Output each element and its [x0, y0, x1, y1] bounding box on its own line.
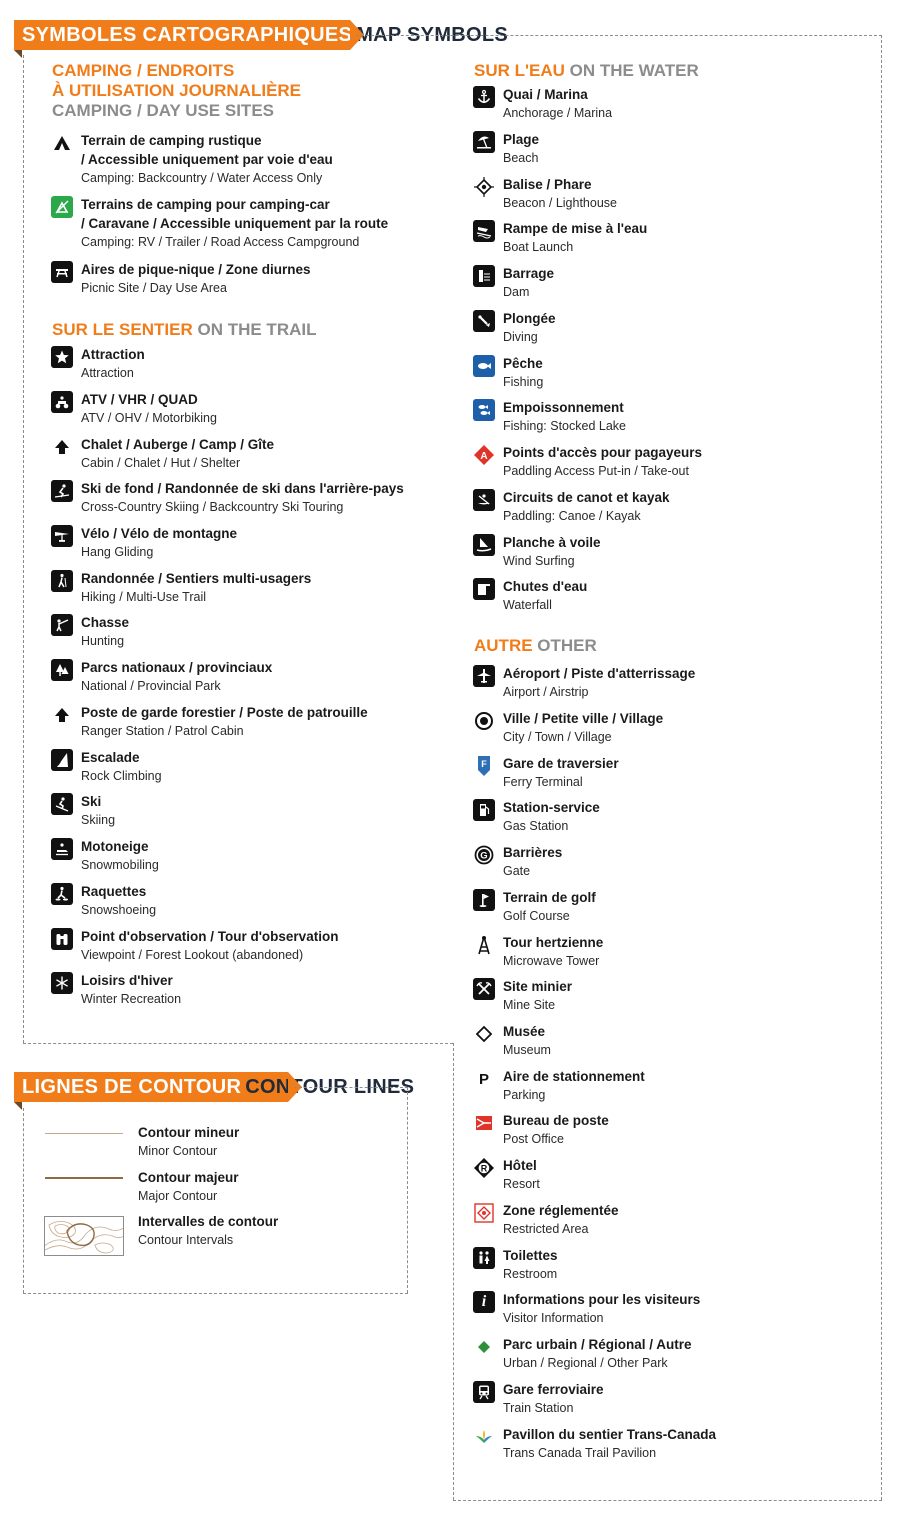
item-label-en: Camping: Backcountry / Water Access Only [81, 171, 323, 185]
other-heading-en: OTHER [537, 636, 597, 655]
legend-item-paddling-access [473, 443, 702, 481]
rv-camping-icon [51, 196, 73, 218]
item-label-en: National / Provincial Park [81, 679, 221, 693]
legend-item-rock-climbing [51, 748, 162, 786]
item-label-en: Boat Launch [503, 240, 574, 254]
mine-pickaxe-icon [473, 978, 495, 1000]
item-label-en: Paddling: Canoe / Kayak [503, 509, 641, 523]
airplane-icon [473, 665, 495, 687]
item-label-en: Fishing [503, 375, 544, 389]
resort-icon [473, 1157, 495, 1179]
item-label-fr: Parcs nationaux / provinciaux [81, 660, 273, 675]
binoculars-icon [51, 928, 73, 950]
legend-item-ranger-station [51, 703, 368, 741]
item-label-fr: Parc urbain / Régional / Autre [503, 1337, 692, 1352]
golf-flag-icon [473, 889, 495, 911]
map-symbols-banner [14, 20, 509, 50]
resort-glyph: R [480, 1163, 488, 1174]
restroom-icon [473, 1247, 495, 1269]
item-label-en: Paddling Access Put-in / Take-out [503, 464, 689, 478]
item-label-fr-2: / Caravane / Accessible uniquement par la route [81, 216, 389, 231]
minor-contour-line [45, 1133, 123, 1134]
diving-icon [473, 310, 495, 332]
contour-lines-banner [14, 1072, 415, 1102]
major-contour-line [45, 1177, 123, 1179]
legend-item-microwave-tower [473, 933, 603, 971]
item-label-en: Restricted Area [503, 1222, 589, 1236]
legend-item-cross-country-ski [51, 479, 404, 517]
restricted-area-icon [473, 1202, 495, 1224]
item-label-fr: Terrain de camping rustique [81, 133, 262, 148]
camping-heading-fr-2: À UTILISATION JOURNALIÈRE [52, 81, 302, 100]
star-icon [51, 346, 73, 368]
stocked-fish-icon [473, 399, 495, 421]
legend-item-picnic-site [51, 260, 311, 298]
train-icon [473, 1381, 495, 1403]
atv-icon [51, 391, 73, 413]
item-label-en: Snowmobiling [81, 858, 159, 872]
item-label-fr: Escalade [81, 750, 140, 765]
item-label-en: Airport / Airstrip [503, 685, 589, 699]
item-label-fr: Rampe de mise à l'eau [503, 221, 648, 236]
dam-icon [473, 265, 495, 287]
legend-item-winter-recreation [51, 971, 181, 1009]
item-label-en: Fishing: Stocked Lake [503, 419, 626, 433]
item-label-fr: Contour majeur [138, 1170, 239, 1185]
legend-item-national-park [51, 658, 272, 696]
parking-glyph: P [478, 1070, 489, 1088]
item-label-fr: Ville / Petite ville / Village [503, 711, 664, 726]
museum-diamond-icon [473, 1023, 495, 1045]
item-label-fr: Informations pour les visiteurs [503, 1292, 701, 1307]
gate-icon [473, 844, 495, 866]
item-label-en: Contour Intervals [138, 1233, 234, 1247]
legend-item-hang-gliding [51, 524, 237, 562]
item-label-fr: Bureau de poste [503, 1113, 609, 1128]
legend-item-marina [473, 85, 612, 123]
ferry-icon [473, 755, 495, 777]
item-label-en: Anchorage / Marina [503, 106, 613, 120]
item-label-fr: Vélo / Vélo de montagne [81, 526, 238, 541]
item-label-en: Cross-Country Skiing / Backcountry Ski Touring [81, 500, 344, 514]
cross-country-ski-icon [51, 480, 73, 502]
item-label-en: Diving [503, 330, 538, 344]
snowflake-icon [51, 972, 73, 994]
item-label-fr: Plongée [503, 311, 556, 326]
map-symbols-frame-right [881, 35, 882, 1500]
item-label-fr: Zone réglementée [503, 1203, 619, 1218]
legend-item-stocked-lake [473, 398, 626, 436]
post-office-icon [473, 1112, 495, 1134]
city-dot-icon [473, 710, 495, 732]
waterfall-icon [473, 578, 495, 600]
legend-item-snowmobiling [51, 837, 159, 875]
hiker-icon [51, 570, 73, 592]
gas-pump-icon [473, 799, 495, 821]
legend-item-fishing [473, 354, 543, 392]
legend-item-tct-pavilion [473, 1425, 716, 1463]
item-label-fr: Planche à voile [503, 535, 601, 550]
legend-item-cabin [51, 435, 274, 473]
item-label-fr: Randonnée / Sentiers multi-usagers [81, 571, 312, 586]
map-symbols-frame-mid-bottom [23, 1043, 453, 1044]
item-label-en: Waterfall [503, 598, 552, 612]
contour-intervals-swatch [44, 1216, 124, 1256]
item-label-fr: Gare de traversier [503, 756, 619, 771]
tent-icon [51, 132, 73, 154]
camping-heading-fr-1: CAMPING / ENDROITS [52, 61, 235, 80]
item-label-fr: Hôtel [503, 1158, 537, 1173]
water-heading-en: ON THE WATER [569, 61, 699, 80]
windsurf-icon [473, 534, 495, 556]
map-symbols-frame-inner-left [453, 1043, 454, 1500]
item-label-fr: Balise / Phare [503, 177, 592, 192]
item-label-en: Museum [503, 1043, 551, 1057]
item-label-en: Minor Contour [138, 1144, 218, 1158]
item-label-fr: Circuits de canot et kayak [503, 490, 670, 505]
item-label-en: Parking [503, 1088, 546, 1102]
banner-title-en: CONTOUR LINES [245, 1075, 415, 1098]
other-heading-fr: AUTRE [474, 636, 533, 655]
item-label-fr: ATV / VHR / QUAD [81, 392, 198, 407]
item-label-en: Skiing [81, 813, 116, 827]
climbing-icon [51, 749, 73, 771]
picnic-table-icon [51, 261, 73, 283]
legend-item-ferry [473, 754, 619, 792]
legend-item-minor-contour [138, 1123, 239, 1161]
item-label-en: Rock Climbing [81, 769, 162, 783]
legend-item-hiking [51, 569, 311, 607]
item-label-en: Visitor Information [503, 1311, 604, 1325]
legend-item-gas-station [473, 798, 600, 836]
legend-item-post-office [473, 1111, 609, 1149]
hang-glider-icon [51, 525, 73, 547]
item-label-en: Hunting [81, 634, 125, 648]
item-label-fr: Chasse [81, 615, 130, 630]
snowshoe-icon [51, 883, 73, 905]
item-label-en: Post Office [503, 1132, 564, 1146]
banner-title-en: MAP SYMBOLS [356, 23, 509, 46]
canoe-icon [473, 489, 495, 511]
item-label-en: Ranger Station / Patrol Cabin [81, 724, 244, 738]
legend-item-visitor-info [473, 1290, 700, 1328]
legend-item-airport [473, 664, 695, 702]
legend-item-boat-launch [473, 219, 647, 257]
legend-item-city [473, 709, 663, 747]
legend-item-golf [473, 888, 596, 926]
contour-frame-top [294, 1087, 408, 1088]
item-label-fr: Aéroport / Piste d'atterrissage [503, 666, 696, 681]
item-label-fr: Plage [503, 132, 540, 147]
item-label-fr: Ski de fond / Randonnée de ski dans l'arrière-pays [81, 481, 404, 496]
park-tree-icon [51, 659, 73, 681]
item-label-en: ATV / OHV / Motorbiking [81, 411, 217, 425]
item-label-fr: Aire de stationnement [503, 1069, 645, 1084]
item-label-fr: Terrains de camping pour camping-car [81, 197, 330, 212]
item-label-en: Golf Course [503, 909, 570, 923]
trail-heading-fr: SUR LE SENTIER [52, 320, 193, 339]
legend-item-dam [473, 264, 554, 302]
legend-item-rv-camping [51, 195, 388, 252]
green-diamond-icon [473, 1336, 495, 1358]
item-label-en: Dam [503, 285, 530, 299]
item-label-fr: Tour hertzienne [503, 935, 604, 950]
other-heading [474, 636, 597, 656]
legend-item-train-station [473, 1380, 604, 1418]
item-label-en: Attraction [81, 366, 134, 380]
legend-item-restricted-area [473, 1201, 619, 1239]
item-label-fr: Point d'observation / Tour d'observation [81, 929, 339, 944]
item-label-fr: Attraction [81, 347, 145, 362]
item-label-fr: Musée [503, 1024, 546, 1039]
map-symbols-frame-left [23, 55, 24, 1043]
item-label-fr: Quai / Marina [503, 87, 588, 102]
info-glyph: i [481, 1293, 487, 1310]
item-label-fr: Chalet / Auberge / Camp / Gîte [81, 437, 275, 452]
item-label-fr: Aires de pique-nique / Zone diurnes [81, 262, 311, 277]
item-label-en: Viewpoint / Forest Lookout (abandoned) [81, 948, 304, 962]
item-label-en: Urban / Regional / Other Park [503, 1356, 668, 1370]
legend-item-viewpoint [51, 927, 338, 965]
item-label-en: Restroom [503, 1267, 558, 1281]
item-label-fr: Site minier [503, 979, 573, 994]
info-icon [473, 1291, 495, 1313]
contour-frame-bottom [23, 1293, 408, 1294]
camping-heading-en: CAMPING / DAY USE SITES [52, 101, 274, 120]
item-label-fr: Intervalles de contour [138, 1214, 279, 1229]
item-label-en: Beach [503, 151, 539, 165]
item-label-fr: Empoissonnement [503, 400, 624, 415]
snowmobile-icon [51, 838, 73, 860]
item-label-fr: Points d'accès pour pagayeurs [503, 445, 703, 460]
item-label-fr: Terrain de golf [503, 890, 596, 905]
paddle-access-icon [473, 444, 495, 466]
item-label-fr: Pavillon du sentier Trans-Canada [503, 1427, 717, 1442]
item-label-en: Trans Canada Trail Pavilion [503, 1446, 657, 1460]
item-label-en: Resort [503, 1177, 540, 1191]
item-label-fr: Barrage [503, 266, 555, 281]
boat-launch-icon [473, 220, 495, 242]
beach-umbrella-icon [473, 131, 495, 153]
legend-item-parking [473, 1067, 645, 1105]
hunting-icon [51, 614, 73, 636]
legend-item-urban-park [473, 1335, 692, 1373]
beacon-icon [473, 176, 495, 198]
legend-item-skiing [51, 792, 115, 830]
legend-item-snowshoeing [51, 882, 156, 920]
item-label-en: Train Station [503, 1401, 574, 1415]
banner-title-fr: LIGNES DE CONTOUR [22, 1075, 242, 1098]
gate-glyph: G [480, 850, 488, 862]
trail-heading-en: ON THE TRAIL [197, 320, 317, 339]
item-label-fr: Ski [81, 794, 102, 809]
camping-heading [52, 61, 301, 121]
item-label-en: Snowshoeing [81, 903, 157, 917]
legend-item-major-contour [138, 1168, 239, 1206]
item-label-en: Ferry Terminal [503, 775, 583, 789]
legend-item-wind-surfing [473, 533, 601, 571]
item-label-en: Wind Surfing [503, 554, 575, 568]
item-label-fr: Chutes d'eau [503, 579, 588, 594]
item-label-fr: Gare ferroviaire [503, 1382, 604, 1397]
item-label-fr: Poste de garde forestier / Poste de patrouille [81, 705, 368, 720]
svg-text:F: F [481, 759, 487, 769]
item-label-en: Picnic Site / Day Use Area [81, 281, 227, 295]
parking-icon [473, 1068, 495, 1090]
item-label-fr-2: / Accessible uniquement par voie d'eau [81, 152, 333, 167]
item-label-en: Beacon / Lighthouse [503, 196, 617, 210]
item-label-fr: Station-service [503, 800, 600, 815]
legend-item-museum [473, 1022, 551, 1060]
legend-item-diving [473, 309, 556, 347]
legend-item-restroom [473, 1246, 558, 1284]
legend-item-atv [51, 390, 217, 428]
tct-pavilion-icon [473, 1426, 495, 1448]
anchor-icon [473, 86, 495, 108]
map-symbols-frame-bottom [453, 1500, 882, 1501]
legend-item-resort [473, 1156, 540, 1194]
legend-item-hunting [51, 613, 129, 651]
water-heading [474, 61, 699, 81]
legend-item-attraction [51, 345, 145, 383]
contour-frame-right [407, 1087, 408, 1293]
item-label-fr: Toilettes [503, 1248, 558, 1263]
fish-icon [473, 355, 495, 377]
legend-item-beach [473, 130, 539, 168]
tower-icon [473, 934, 495, 956]
legend-item-backcountry-camping [51, 131, 333, 188]
svg-text:A: A [480, 451, 488, 462]
item-label-fr: Pêche [503, 356, 543, 371]
ranger-station-icon [51, 704, 73, 726]
item-label-fr: Barrières [503, 845, 563, 860]
item-label-en: Gas Station [503, 819, 569, 833]
item-label-en: Camping: RV / Trailer / Road Access Campground [81, 235, 360, 249]
legend-item-gate [473, 843, 562, 881]
item-label-en: City / Town / Village [503, 730, 612, 744]
item-label-en: Hang Gliding [81, 545, 154, 559]
item-label-fr: Motoneige [81, 839, 149, 854]
trail-heading [52, 320, 316, 340]
item-label-fr: Loisirs d'hiver [81, 973, 173, 988]
item-label-en: Microwave Tower [503, 954, 600, 968]
item-label-en: Mine Site [503, 998, 556, 1012]
item-label-fr: Raquettes [81, 884, 147, 899]
contour-frame-left [23, 1108, 24, 1293]
item-label-en: Major Contour [138, 1189, 218, 1203]
banner-title-fr: SYMBOLES CARTOGRAPHIQUES [22, 23, 353, 46]
legend-item-mine-site [473, 977, 572, 1015]
map-symbols-frame-top [356, 35, 882, 36]
legend-item-contour-intervals [138, 1212, 278, 1250]
item-label-en: Hiking / Multi-Use Trail [81, 590, 207, 604]
legend-item-canoe-kayak [473, 488, 670, 526]
skier-icon [51, 793, 73, 815]
legend-item-beacon [473, 175, 617, 213]
cabin-icon [51, 436, 73, 458]
item-label-fr: Contour mineur [138, 1125, 240, 1140]
item-label-en: Gate [503, 864, 531, 878]
water-heading-fr: SUR L'EAU [474, 61, 565, 80]
item-label-en: Winter Recreation [81, 992, 182, 1006]
item-label-en: Cabin / Chalet / Hut / Shelter [81, 456, 241, 470]
legend-item-waterfall [473, 577, 587, 615]
